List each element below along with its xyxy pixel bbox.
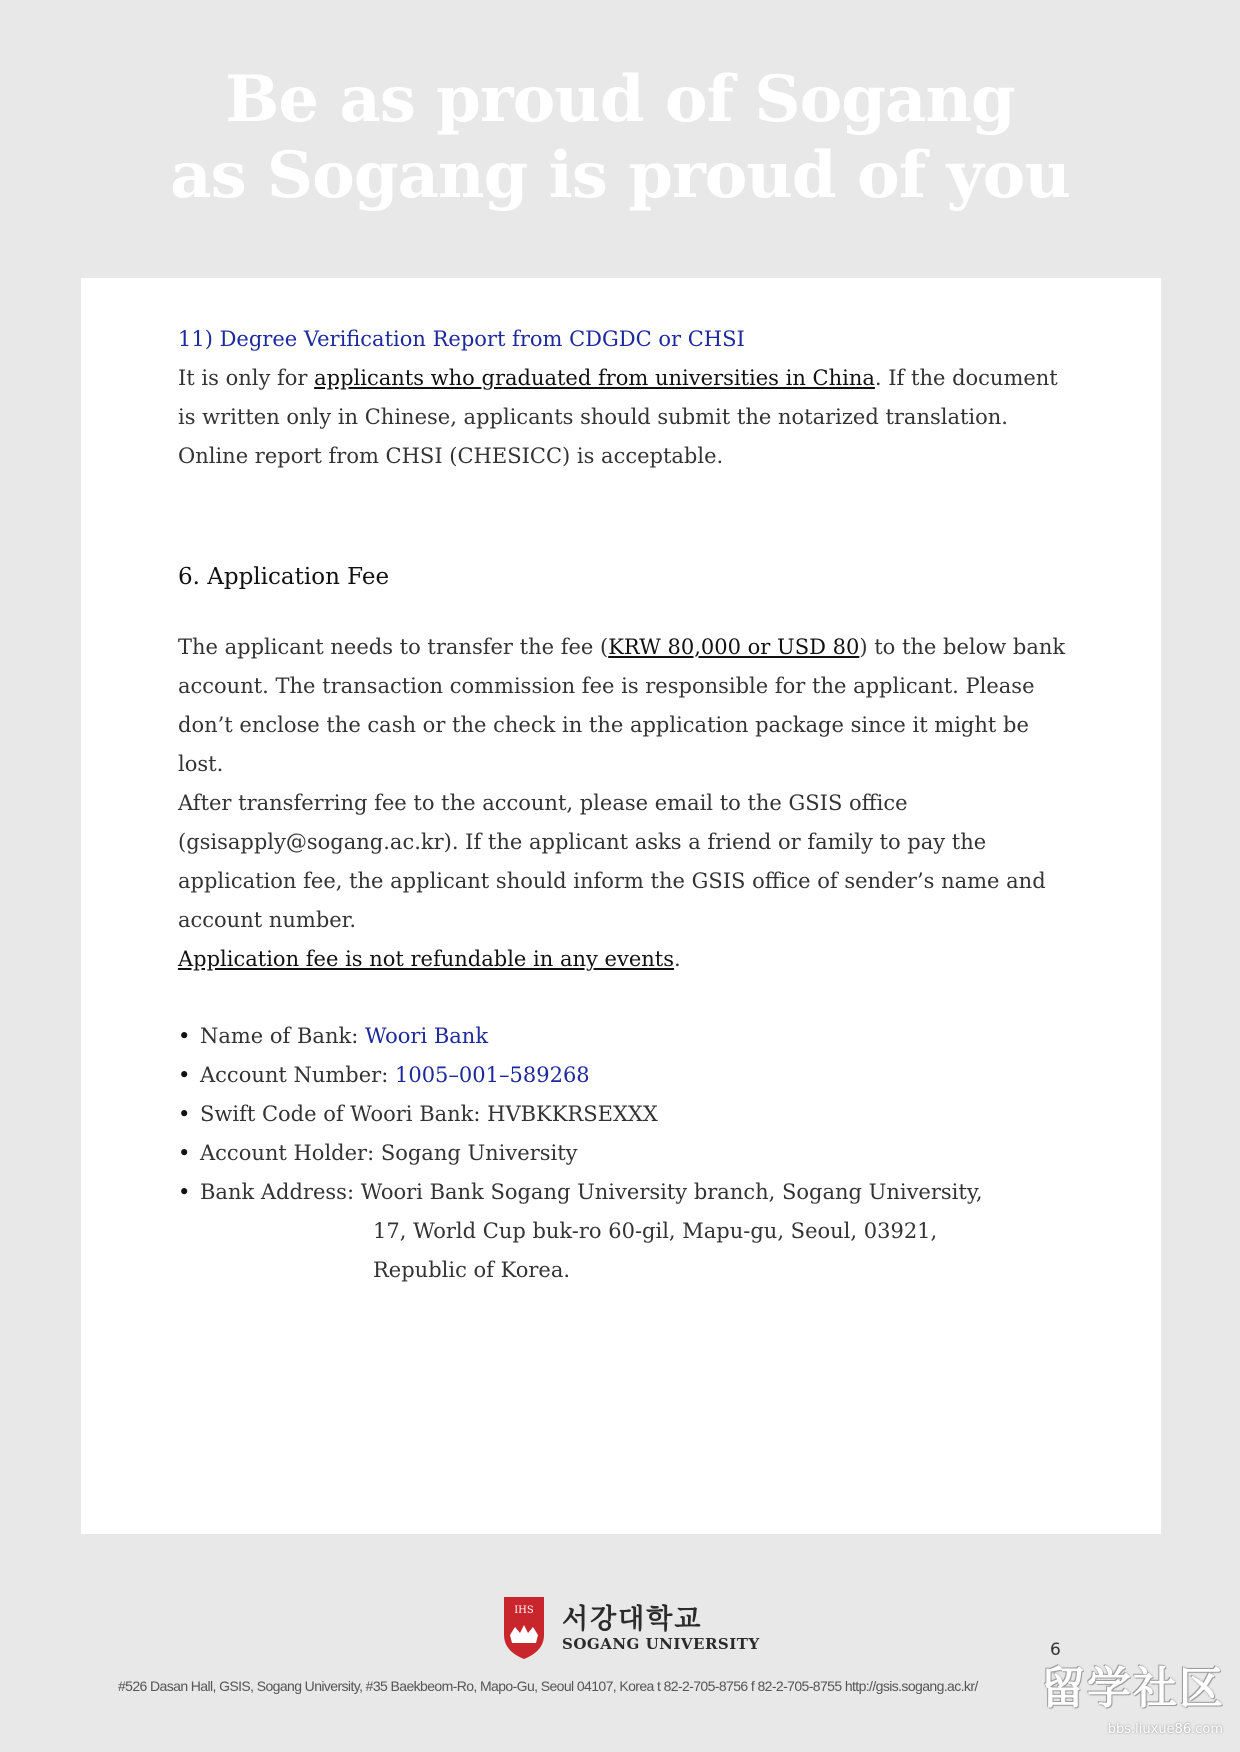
banner-line-2: as Sogang is proud of you <box>170 138 1070 213</box>
university-crest-icon <box>502 1595 546 1661</box>
banner-line-1: Be as proud of Sogang <box>225 62 1015 137</box>
watermark-url: bbs.liuxue86.com <box>1107 1722 1223 1737</box>
content-sheet <box>81 278 1161 1534</box>
crest-text: IHS <box>514 1605 534 1616</box>
fee-paragraph-2: After transferring fee to the account, please email to the GSIS office (gsisapply@sogang.ac.kr). If the applicant asks a friend or family to pay the application fee, the applicant should inform the GSIS office of sender’s name and account number. <box>178 791 1046 932</box>
bank-address-line-2: 17, World Cup buk-ro 60-gil, Mapu-gu, Seoul, 03921, <box>373 1219 938 1243</box>
item-11-text-after: . If the document is written only in Chinese, applicants should submit the notarized translation. Online report from CHSI (CHESICC) is acceptable. <box>178 366 1058 468</box>
item-11-text-before: It is only for <box>178 366 315 390</box>
bank-name-item <box>178 1017 1078 1056</box>
fee-amount: KRW 80,000 or USD 80 <box>608 635 860 659</box>
bank-address-item <box>178 1173 1078 1290</box>
logo-english-name: SOGANG UNIVERSITY <box>562 1635 760 1653</box>
sogang-logo <box>502 1595 760 1667</box>
item-11-heading: 11) Degree Verification Report from CDGDC or CHSI <box>178 327 745 351</box>
fee-paragraph-1 <box>178 628 1078 784</box>
account-number-value: 1005–001–589268 <box>394 1063 590 1087</box>
refund-notice <box>178 940 1078 979</box>
fee-para-after: ) to the below bank account. The transaction commission fee is responsible for the applicant. Please don’t enclose the cash or the check in the application package since it might be lost. <box>178 635 1066 776</box>
section-6-title: 6. Application Fee <box>178 564 390 590</box>
content-body <box>178 320 1078 1290</box>
watermark-text: 留学社区 <box>1041 1663 1225 1714</box>
account-number-label: Account Number: <box>200 1063 395 1087</box>
account-number-item <box>178 1056 1078 1095</box>
fee-para-before: The applicant needs to transfer the fee ( <box>178 635 609 659</box>
footer-address: #526 Dasan Hall, GSIS, Sogang University, #35 Baekbeom-Ro, Mapo-Gu, Seoul 04107, Korea t 82-2-705-8756 f 82-2-705-8755 http://gsis.sogang.ac.kr/ <box>118 1678 978 1694</box>
banner <box>0 62 1240 214</box>
account-holder-item: • Account Holder: Sogang University <box>178 1134 1078 1173</box>
refund-notice-end: . <box>674 947 681 971</box>
bank-details-list <box>178 1017 1078 1290</box>
bank-address-line-3: Republic of Korea. <box>373 1258 571 1282</box>
bank-name-value: Woori Bank <box>364 1024 489 1048</box>
bank-name-label: Name of Bank: <box>200 1024 365 1048</box>
swift-code-item: • Swift Code of Woori Bank: HVBKKRSEXXX <box>178 1095 1078 1134</box>
logo-korean-name: 서강대학교 <box>562 1604 703 1635</box>
item-11-underlined: applicants who graduated from universities in China <box>314 366 875 390</box>
watermark <box>1041 1652 1235 1747</box>
item-11-text <box>178 359 1078 476</box>
refund-notice-text: Application fee is not refundable in any events <box>178 947 674 971</box>
page-number: 6 <box>1050 1640 1061 1660</box>
bank-address-line-1: Bank Address: Woori Bank Sogang University branch, Sogang University, <box>200 1180 983 1204</box>
